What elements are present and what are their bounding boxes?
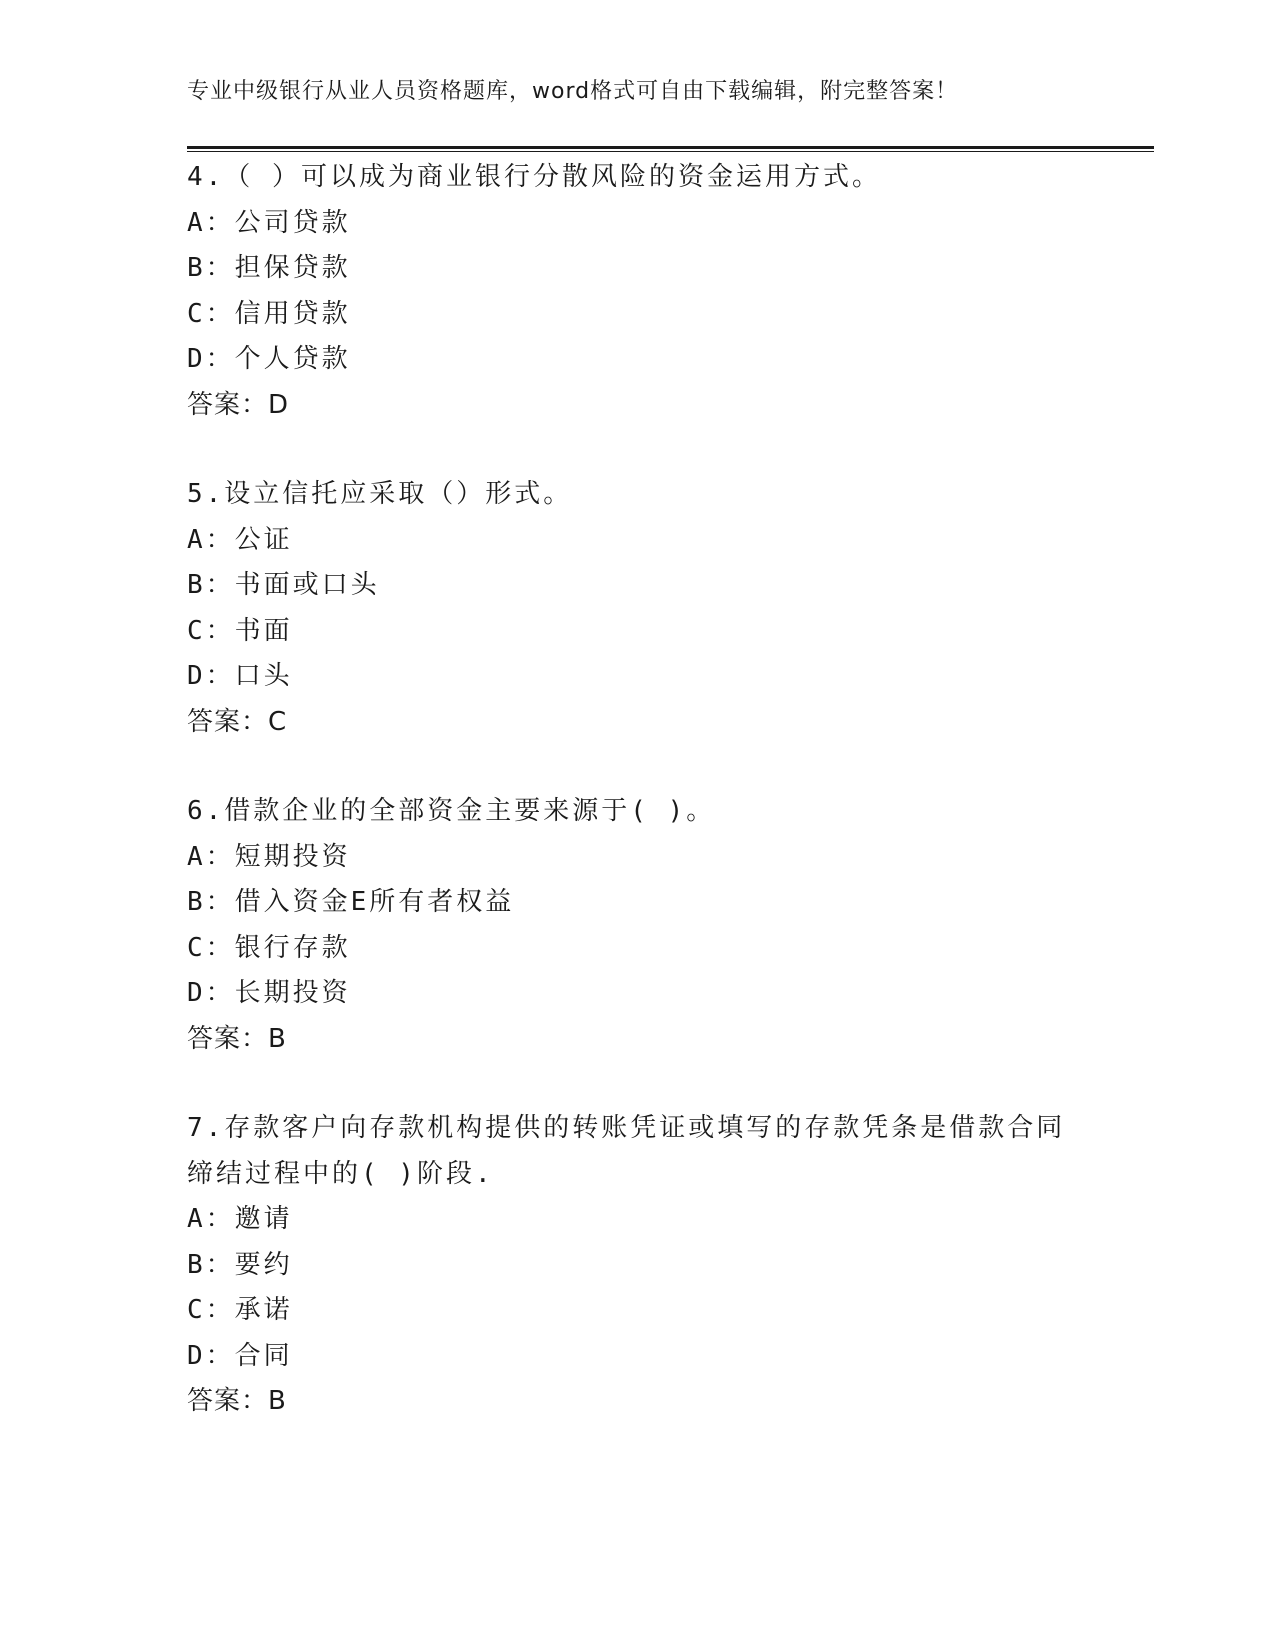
question-5	[187, 472, 1087, 745]
option-d: D：合同	[187, 1340, 293, 1371]
option-d: D：个人贷款	[187, 344, 351, 374]
option-c: C：书面	[187, 615, 293, 646]
question-list	[187, 155, 1087, 1469]
option-b: B：书面或口头	[187, 570, 380, 600]
option-d: D：长期投资	[187, 978, 351, 1008]
question-stem: 4.（ ）可以成为商业银行分散风险的资金运用方式。	[187, 162, 881, 192]
question-4	[187, 155, 1087, 428]
question-7	[187, 1106, 1087, 1425]
answer: 答案：D	[187, 389, 290, 420]
option-c: C：信用贷款	[187, 298, 351, 329]
option-b: B：要约	[187, 1249, 293, 1280]
answer: 答案：B	[187, 1023, 287, 1054]
option-a: A：公司贷款	[187, 207, 351, 238]
question-stem: 6.借款企业的全部资金主要来源于( )。	[187, 796, 716, 826]
option-b: B：担保贷款	[187, 253, 351, 283]
option-a: A：公证	[187, 524, 293, 555]
header-divider	[187, 146, 1154, 152]
option-a: A：邀请	[187, 1204, 293, 1234]
option-c: C：银行存款	[187, 932, 351, 963]
option-b: B：借入资金E所有者权益	[187, 887, 515, 917]
option-d: D：口头	[187, 661, 293, 691]
option-a: A：短期投资	[187, 841, 351, 872]
page-header: 专业中级银行从业人员资格题库，word格式可自由下载编辑，附完整答案！	[187, 79, 959, 104]
answer: 答案：C	[187, 706, 288, 737]
question-stem: 5.设立信托应采取（）形式。	[187, 479, 573, 509]
question-6	[187, 789, 1087, 1062]
answer: 答案：B	[187, 1386, 287, 1416]
option-c: C：承诺	[187, 1295, 293, 1325]
question-stem: 7.存款客户向存款机构提供的转账凭证或填写的存款凭条是借款合同缔结过程中的( )阶段.	[187, 1113, 1066, 1189]
